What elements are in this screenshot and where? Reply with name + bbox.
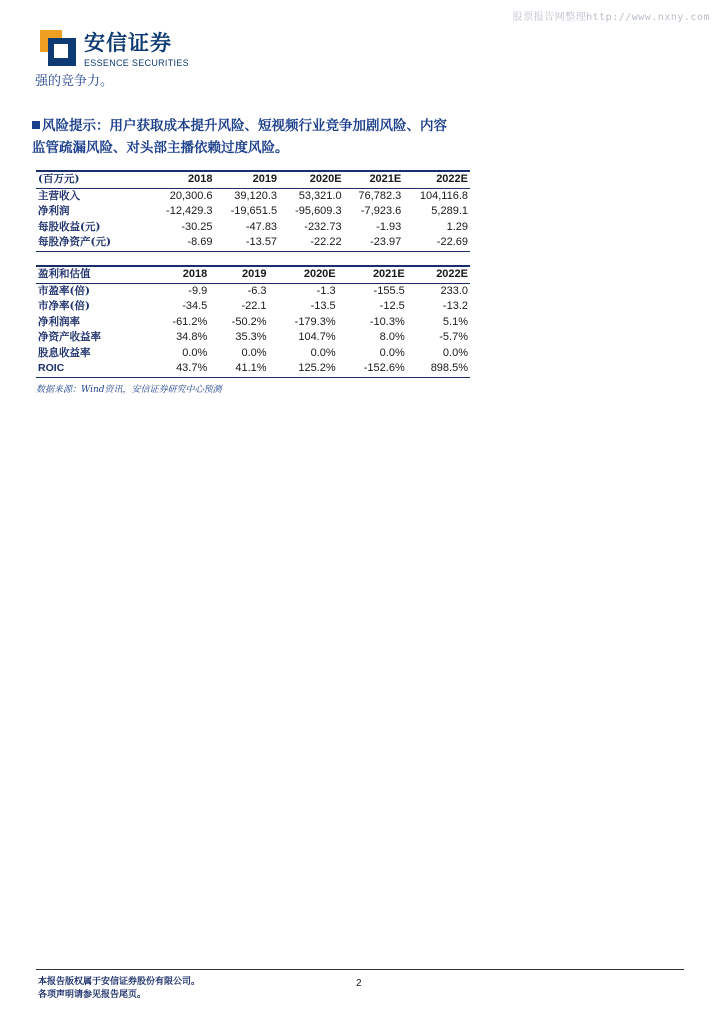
cell-value: 76,782.3 [358, 189, 402, 202]
table-row [36, 220, 470, 236]
cell-value: -22.69 [436, 236, 468, 248]
cell-value: -13.2 [442, 300, 468, 312]
table-row [36, 204, 470, 220]
cell-value: -5.7% [439, 331, 468, 343]
header-cell: 2020E [303, 268, 336, 280]
cell-value: -12,429.3 [166, 205, 213, 217]
cell-value: -61.2% [172, 315, 208, 328]
cell-value: -12.5 [379, 300, 405, 312]
cell-value: -23.97 [370, 236, 402, 248]
header-cell: 2019 [252, 173, 278, 185]
header-cell: 2022E [436, 173, 468, 185]
cell-value: 0.0% [379, 346, 405, 359]
footer-divider [36, 969, 684, 970]
table-row [36, 315, 470, 331]
logo-icon [40, 30, 76, 66]
table-row [36, 346, 470, 362]
cell-value: -30.25 [181, 220, 213, 233]
row-label: 股息收益率 [38, 346, 91, 359]
row-label: 市盈率(倍) [38, 284, 90, 297]
header-cell: 2021E [369, 173, 402, 185]
table-header-row [36, 266, 470, 283]
company-logo [40, 30, 189, 68]
cell-value: -10.3% [369, 315, 405, 328]
cell-value: 41.1% [235, 362, 267, 374]
footer-disclaimer [38, 976, 200, 1002]
cell-value: -47.83 [245, 220, 278, 233]
watermark: 股票报告网整理http://www.nxny.com [512, 12, 710, 23]
cell-value: 0.0% [442, 346, 468, 359]
header-cell: 2021E [372, 268, 405, 280]
table-row [36, 235, 470, 251]
cell-value: -8.69 [187, 236, 213, 248]
cell-value: 39,120.3 [234, 189, 278, 202]
cell-value: 233.0 [440, 284, 468, 297]
table-row [36, 299, 470, 315]
risk-notice-line1: 风险提示：用户获取成本提升风险、短视频行业竞争加剧风险、内容 [32, 115, 482, 137]
row-label: 主营收入 [38, 189, 80, 202]
data-source-note: 数据来源：Wind资讯，安信证券研究中心预测 [36, 385, 222, 395]
cell-value: 35.3% [235, 331, 267, 343]
cell-value: 53,321.0 [298, 189, 342, 202]
cell-value: 125.2% [298, 362, 336, 374]
cell-value: 1.29 [446, 220, 468, 233]
cell-value: -34.5 [182, 300, 208, 312]
header-cell: 盈利和估值 [38, 268, 91, 280]
header-cell: (百万元) [38, 173, 80, 185]
header-cell: 2022E [436, 268, 468, 280]
footer-line2: 各项声明请参见报告尾页。 [38, 990, 147, 1000]
row-label: ROIC [38, 362, 65, 374]
cell-value: 898.5% [430, 362, 468, 374]
row-label: 每股净资产(元) [38, 236, 111, 248]
financial-summary-table [36, 170, 470, 252]
cell-value: -232.73 [304, 220, 342, 233]
cell-value: -1.93 [376, 220, 402, 233]
cell-value: 8.0% [379, 331, 405, 343]
row-label: 市净率(倍) [38, 300, 90, 312]
row-label: 净利润率 [38, 315, 80, 328]
cell-value: -7,923.6 [360, 205, 402, 217]
logo-name-cn: 安信证券 [84, 31, 172, 55]
risk-notice-line2: 监管疏漏风险、对头部主播依赖过度风险。 [32, 140, 289, 156]
page-number: 2 [356, 978, 362, 989]
row-label: 每股收益(元) [38, 220, 101, 233]
cell-value: -152.6% [363, 362, 405, 374]
cell-value: 104.7% [298, 331, 336, 343]
row-label: 净利润 [38, 205, 70, 217]
table-header-row [36, 171, 470, 188]
cell-value: 34.8% [176, 331, 208, 343]
cell-value: -22.1 [241, 300, 267, 312]
cell-value: 5.1% [442, 315, 468, 328]
cell-value: -179.3% [294, 315, 336, 328]
table-row [36, 330, 470, 346]
continued-paragraph: 强的竞争力。 [35, 74, 114, 89]
header-cell: 2018 [182, 268, 208, 280]
cell-value: 0.0% [241, 346, 267, 359]
valuation-table [36, 265, 470, 378]
cell-value: 0.0% [310, 346, 336, 359]
cell-value: -155.5 [373, 284, 405, 297]
cell-value: -6.3 [247, 284, 267, 297]
cell-value: -50.2% [231, 315, 267, 328]
cell-value: 0.0% [182, 346, 208, 359]
cell-value: -1.3 [316, 284, 336, 297]
table-row [36, 361, 470, 377]
cell-value: -19,651.5 [230, 205, 278, 217]
cell-value: 5,289.1 [431, 205, 468, 217]
cell-value: -13.5 [310, 300, 336, 312]
bullet-square-icon [32, 121, 40, 129]
cell-value: 104,116.8 [419, 189, 468, 202]
cell-value: -9.9 [188, 284, 208, 297]
row-label: 净资产收益率 [38, 331, 101, 343]
cell-value: -13.57 [245, 236, 278, 248]
cell-value: 20,300.6 [169, 189, 213, 202]
cell-value: 43.7% [176, 362, 208, 374]
table-row [36, 283, 470, 299]
footer-line1: 本报告版权属于安信证券股份有限公司。 [38, 977, 201, 987]
cell-value: -95,609.3 [295, 205, 342, 217]
cell-value: -22.22 [310, 236, 342, 248]
header-cell: 2020E [309, 173, 342, 185]
header-cell: 2019 [242, 268, 267, 280]
header-cell: 2018 [188, 173, 213, 185]
table-row [36, 188, 470, 204]
logo-name-en: ESSENCE SECURITIES [84, 58, 189, 68]
risk-notice [32, 115, 482, 159]
